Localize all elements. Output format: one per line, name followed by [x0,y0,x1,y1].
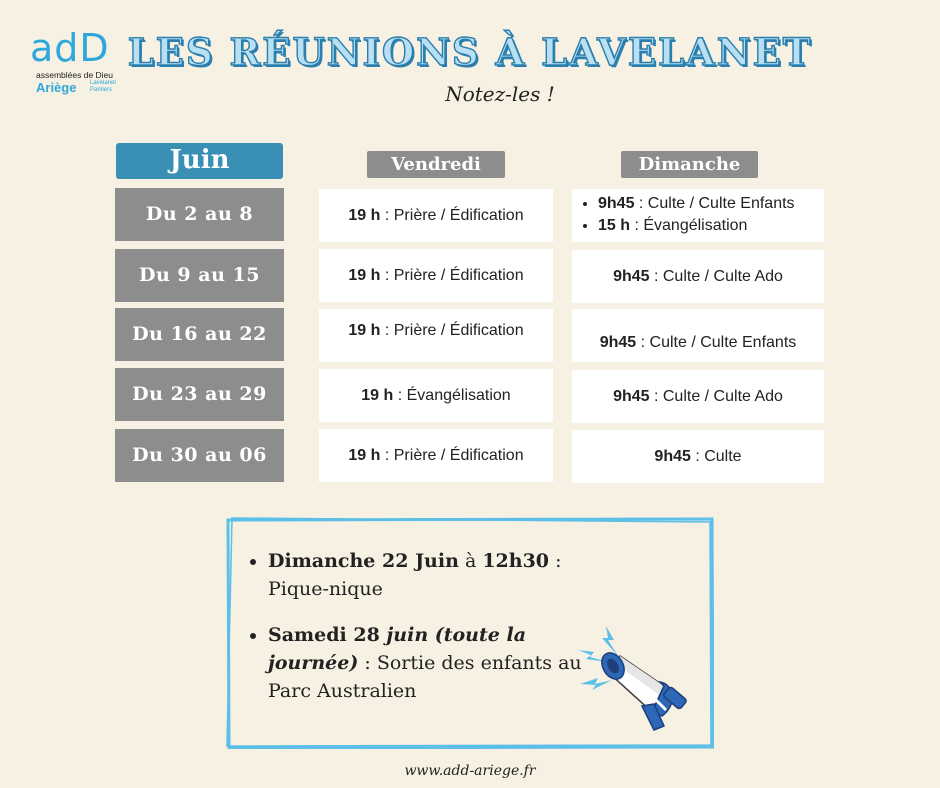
time: 9h45 [654,447,691,465]
activity: : Culte / Culte Enfants [636,334,797,351]
time: 19 h [348,446,381,464]
friday-cell [319,249,553,302]
time: 19 h [348,206,381,224]
event-item [268,547,598,603]
event-detail: Pique-nique [268,578,383,600]
event-connector: à [458,550,483,572]
activity: : Prière / Édification [380,322,524,339]
time: 9h45 [599,334,637,351]
logo-subtitle: assemblées de Dieu [36,70,114,80]
sunday-cell [572,430,824,483]
sunday-list [572,193,824,239]
activity: : Culte / Culte Enfants [634,194,795,212]
activity: : Culte / Culte Ado [649,267,783,285]
page-subtitle: Notez-les ! [445,82,555,106]
week-label: Du 2 au 8 [115,188,284,241]
time: 9h45 [613,267,650,285]
logo-town-1: Lavelanet [90,80,117,86]
activity: : Prière / Édification [380,446,524,464]
time: 19 h [348,266,381,284]
activity: : Évangélisation [630,216,748,234]
activity: : Prière / Édification [380,266,524,284]
time: 9h45 [613,387,650,405]
logo-region: Ariège [36,80,77,95]
week-label: Du 9 au 15 [115,249,284,302]
website-link[interactable]: www.add-ariege.fr [404,763,536,779]
event-day: Dimanche 22 Juin [268,550,459,572]
time: 9h45 [598,194,635,212]
logo-brand: adD [30,26,110,70]
page-title: LES RÉUNIONS À LAVELANET [127,30,813,74]
sunday-cell [572,250,824,303]
friday-cell [319,309,553,362]
time: 15 h [598,216,631,234]
sunday-cell [572,189,824,242]
megaphone-icon [578,626,694,740]
week-label: Du 30 au 06 [115,429,284,482]
logo-town-2: Pamiers [90,86,113,93]
event-day-note: juin (toute la journée) [268,624,527,674]
column-header-friday: Vendredi [367,151,505,178]
column-header-sunday: Dimanche [621,151,758,178]
event-time: 12h30 [482,550,550,572]
activity: : Évangélisation [393,386,511,404]
time: 19 h [348,322,381,339]
list-item [598,195,824,213]
sunday-cell [572,370,824,423]
event-day: Samedi 28 [268,624,387,646]
list-item [598,217,824,235]
friday-cell [319,429,553,482]
week-label: Du 16 au 22 [115,308,284,361]
sunday-cell [572,309,824,362]
events-list [248,547,598,723]
activity: : Prière / Édification [380,206,524,224]
month-label: Juin [116,143,283,179]
week-label: Du 23 au 29 [115,368,284,421]
friday-cell [319,189,553,242]
time: 19 h [361,386,394,404]
event-detail: Sortie des enfants au Parc Australien [268,652,582,702]
activity: : Culte / Culte Ado [649,387,783,405]
event-item [268,621,598,705]
event-sep: : [358,652,377,674]
activity: : Culte [690,447,742,465]
friday-cell [319,369,553,422]
event-sep: : [549,550,562,572]
